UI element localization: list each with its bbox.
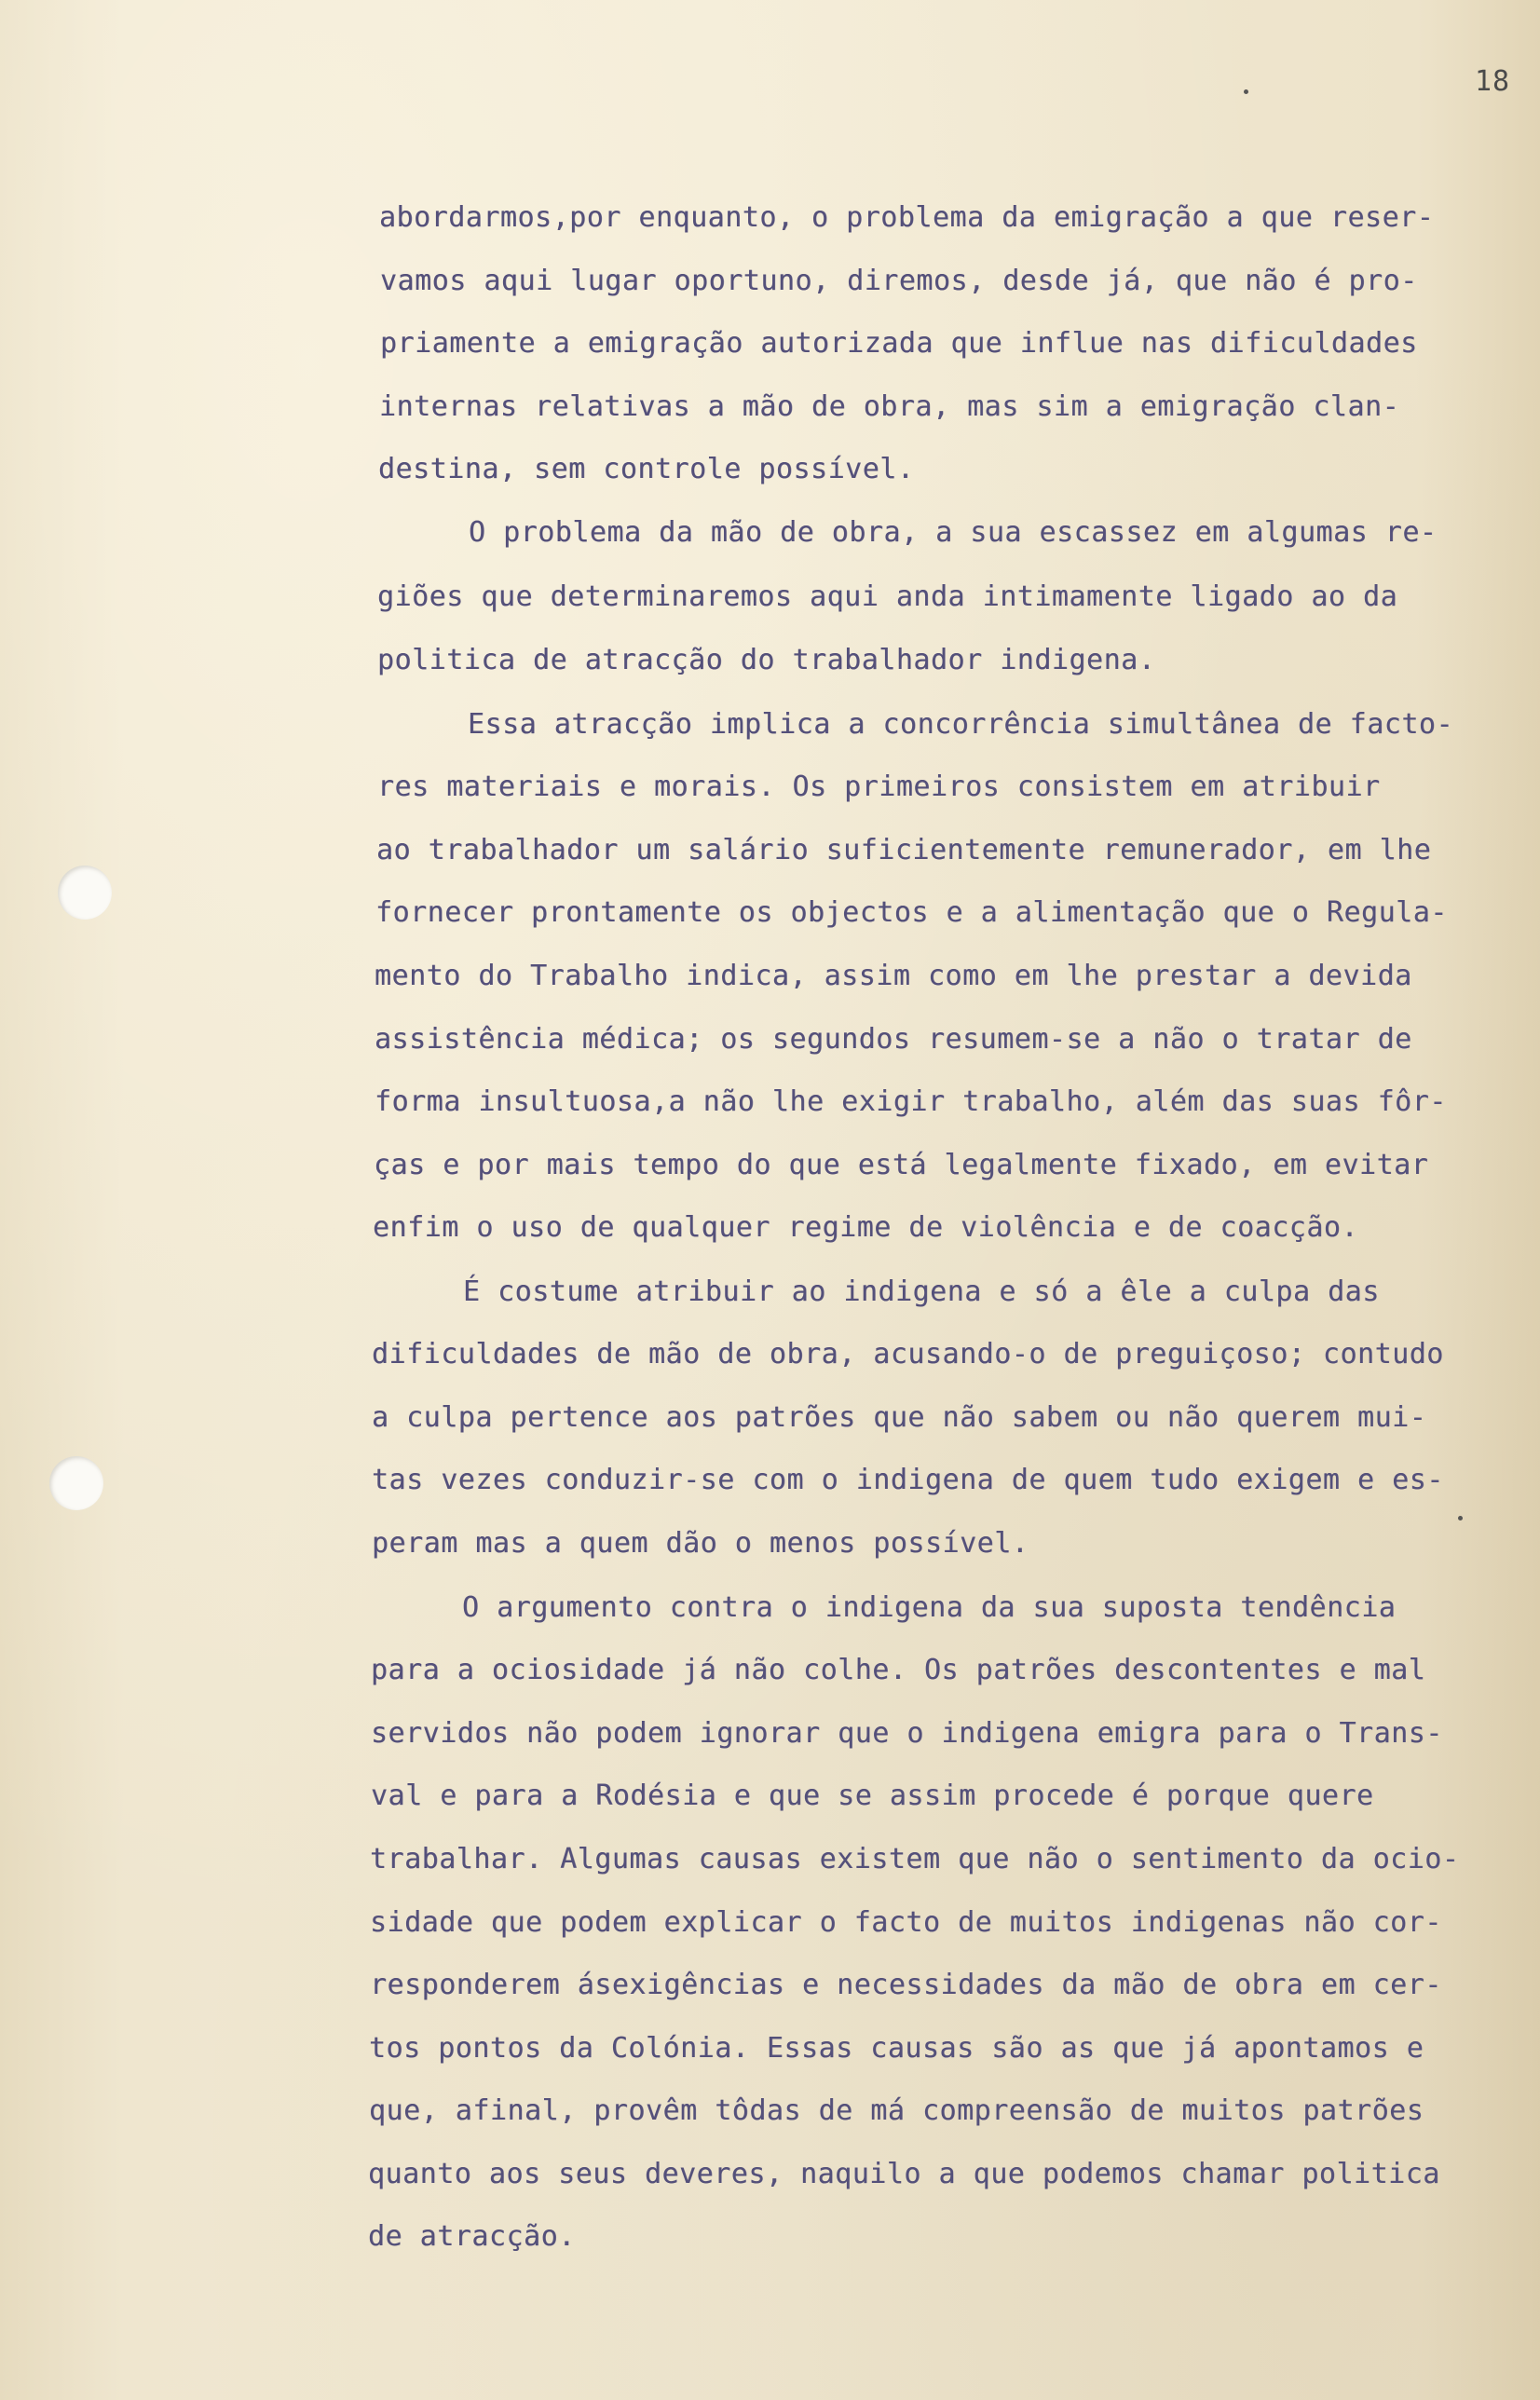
- text-line: a culpa pertence aos patrões que não sabem ou não querem mui-: [372, 1401, 1427, 1434]
- text-line: É costume atribuir ao indigena e só a êle a culpa das: [463, 1275, 1380, 1308]
- page-number: 18: [1475, 65, 1511, 98]
- text-line: ças e por mais tempo do que está legalmente fixado, em evitar: [374, 1149, 1429, 1181]
- text-line: O argumento contra o indigena da sua suposta tendência: [462, 1591, 1397, 1624]
- text-line: politica de atracção do trabalhador indigena.: [377, 644, 1156, 676]
- text-line: de atracção.: [368, 2220, 576, 2253]
- text-line: tos pontos da Colónia. Essas causas são as que já apontamos e: [369, 2032, 1424, 2065]
- stray-mark: [1458, 1516, 1463, 1520]
- text-line: para a ociosidade já não colhe. Os patrões descontentes e mal: [371, 1654, 1426, 1686]
- stray-mark: [1244, 89, 1248, 94]
- text-line: enfim o uso de qualquer regime de violência e de coacção.: [373, 1211, 1359, 1244]
- punch-hole-top: [58, 866, 112, 920]
- text-line: forma insultuosa,a não lhe exigir trabalho, além das suas fôr-: [375, 1085, 1447, 1118]
- text-line: tas vezes conduzir-se com o indigena de quem tudo exigem e es-: [372, 1464, 1444, 1496]
- text-line: giões que determinaremos aqui anda intimamente ligado ao da: [377, 580, 1398, 613]
- text-line: val e para a Rodésia e que se assim procede é porque quere: [371, 1780, 1374, 1812]
- text-line: que, afinal, provêm tôdas de má compreensão de muitos patrões: [369, 2094, 1424, 2127]
- text-line: ao trabalhador um salário suficientemente remunerador, em lhe: [376, 834, 1432, 866]
- text-line: responderem ásexigências e necessidades da mão de obra em cer-: [370, 1969, 1442, 2001]
- text-line: destina, sem controle possível.: [378, 453, 915, 485]
- text-line: assistência médica; os segundos resumem-se a não o tratar de: [375, 1023, 1412, 1056]
- text-line: trabalhar. Algumas causas existem que não o sentimento da ocio-: [370, 1843, 1460, 1875]
- text-line: quanto aos seus deveres, naquilo a que podemos chamar politica: [368, 2158, 1440, 2190]
- text-line: dificuldades de mão de obra, acusando-o de preguiçoso; contudo: [372, 1338, 1444, 1370]
- text-line: vamos aqui lugar oportuno, diremos, desde já, que não é pro-: [380, 265, 1418, 297]
- text-line: Essa atracção implica a concorrência simultânea de facto-: [468, 708, 1454, 741]
- text-line: O problema da mão de obra, a sua escassez em algumas re-: [469, 516, 1438, 549]
- text-line: sidade que podem explicar o facto de muitos indigenas não cor-: [370, 1906, 1442, 1939]
- text-line: abordarmos,por enquanto, o problema da emigração a que reser-: [379, 201, 1435, 234]
- text-line: fornecer prontamente os objectos e a alimentação que o Regula-: [375, 896, 1448, 929]
- text-line: servidos não podem ignorar que o indigena emigra para o Trans-: [371, 1717, 1443, 1750]
- text-line: res materiais e morais. Os primeiros consistem em atribuir: [377, 770, 1381, 803]
- text-line: mento do Trabalho indica, assim como em lhe prestar a devida: [375, 960, 1412, 992]
- punch-hole-bottom: [49, 1456, 103, 1510]
- text-line: internas relativas a mão de obra, mas sim a emigração clan-: [379, 390, 1400, 423]
- text-line: peram mas a quem dão o menos possível.: [372, 1527, 1029, 1560]
- text-line: priamente a emigração autorizada que influe nas dificuldades: [380, 327, 1418, 360]
